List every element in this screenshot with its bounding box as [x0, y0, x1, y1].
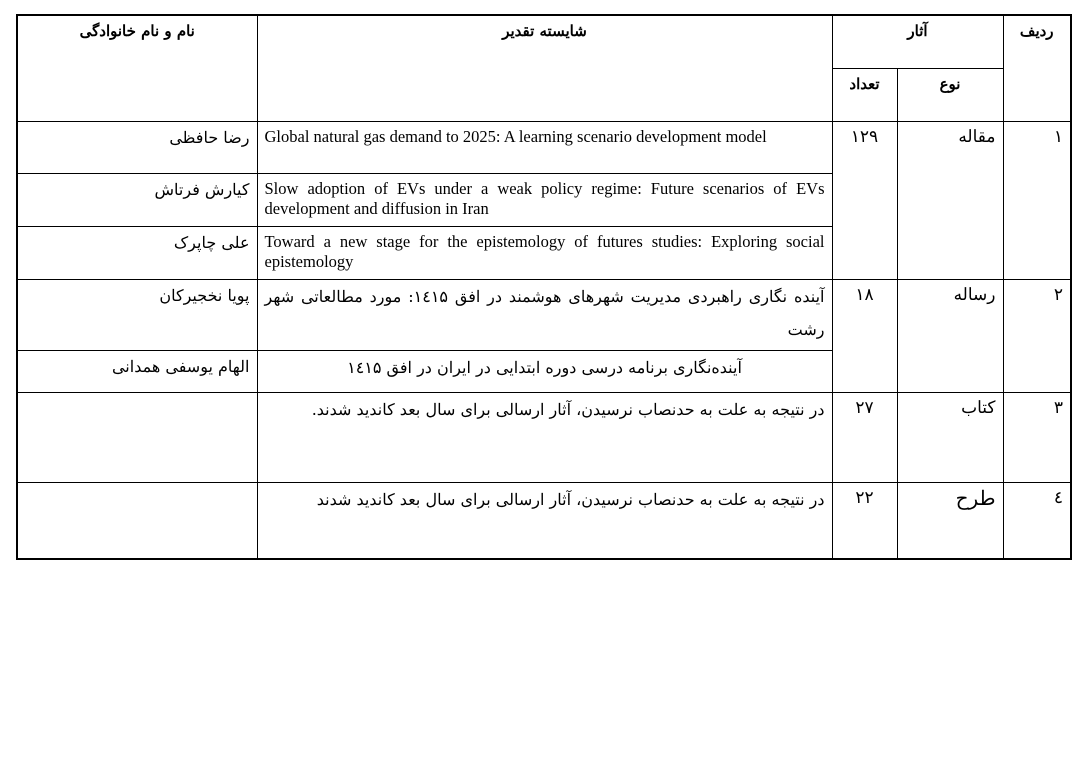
table-row [17, 482, 1071, 559]
title-cell: آینده‌نگاری برنامه درسی دوره ابتدایی در ایران در افق ۱٤۱۵ [257, 350, 832, 392]
type-cell: مقاله [897, 121, 1003, 279]
table-row [17, 121, 1071, 173]
name-cell: رضا حافظی [17, 121, 257, 173]
row-index-cell: ۱ [1003, 121, 1071, 279]
table-row [17, 392, 1071, 482]
type-cell: طرح [897, 482, 1003, 559]
header-row-index: ردیف [1003, 15, 1071, 121]
header-name: نام و نام خانوادگی [17, 15, 257, 121]
name-cell [17, 392, 257, 482]
header-count: تعداد [832, 68, 897, 121]
title-cell: در نتیجه به علت به حدنصاب نرسیدن، آثار ارسالی برای سال بعد کاندید شدند. [257, 392, 832, 482]
header-worthy: شایسته تقدیر [257, 15, 832, 121]
count-cell: ۱۸ [832, 279, 897, 392]
count-cell: ۲۲ [832, 482, 897, 559]
name-cell: علی چاپرک [17, 226, 257, 279]
awards-table [16, 14, 1072, 560]
table-row [17, 279, 1071, 350]
row-index-cell: ۲ [1003, 279, 1071, 392]
header-row [17, 15, 1071, 68]
name-cell: الهام یوسفی همدانی [17, 350, 257, 392]
row-index-cell: ٤ [1003, 482, 1071, 559]
title-cell: Slow adoption of EVs under a weak policy regime: Future scenarios of EVs development and diffusion in Iran [257, 173, 832, 226]
title-cell: Toward a new stage for the epistemology of futures studies: Exploring social epistemology [257, 226, 832, 279]
title-cell: در نتیجه به علت به حدنصاب نرسیدن، آثار ارسالی برای سال بعد کاندید شدند [257, 482, 832, 559]
type-cell: رساله [897, 279, 1003, 392]
count-cell: ۲۷ [832, 392, 897, 482]
type-cell: کتاب [897, 392, 1003, 482]
title-cell: آینده نگاری راهبردی مدیریت شهرهای هوشمند در افق ۱٤۱۵: مورد مطالعاتی شهر رشت [257, 279, 832, 350]
title-cell: Global natural gas demand to 2025: A learning scenario development model [257, 121, 832, 173]
header-type: نوع [897, 68, 1003, 121]
name-cell: کیارش فرتاش [17, 173, 257, 226]
name-cell [17, 482, 257, 559]
header-works: آثار [832, 15, 1003, 68]
row-index-cell: ۳ [1003, 392, 1071, 482]
name-cell: پویا نخجیرکان [17, 279, 257, 350]
count-cell: ۱۲۹ [832, 121, 897, 279]
